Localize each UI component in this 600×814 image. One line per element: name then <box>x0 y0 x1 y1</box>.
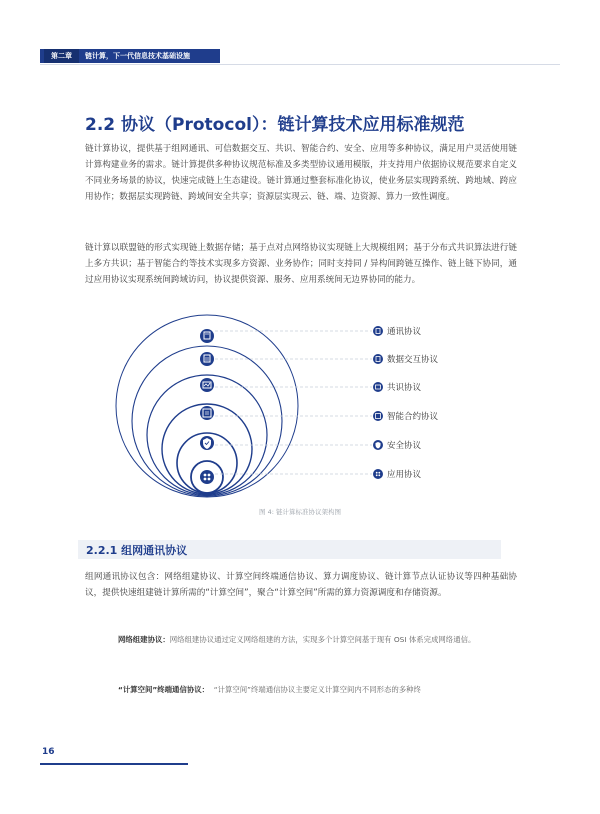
item-text: 网络组建协议通过定义网络组建的方法，实现多个计算空间基于现有 OSI 体系完成网络通信。 <box>169 635 476 644</box>
chapter-title: 链计算，下一代信息技术基础设施 <box>85 52 190 60</box>
ring-3 <box>147 375 267 495</box>
protocol-item-terminal-comm <box>118 682 488 698</box>
contract-icon <box>200 406 214 420</box>
ring-5 <box>177 433 237 493</box>
ring-4 <box>162 404 252 494</box>
item-text: “计算空间”终端通信协议主要定义计算空间内不同形态的多种终 <box>213 685 421 694</box>
item-label: 网络组建协议： <box>118 635 170 644</box>
legend-contract-icon <box>373 411 383 421</box>
legend-label-application: 应用协议 <box>387 470 422 480</box>
ring-6 <box>191 461 223 493</box>
subsection-paragraph: 组网通讯协议包含：网络组建协议、计算空间终端通信协议、算力调度协议、链计算节点认证协议等四种基础协议，提供快速组建链计算所需的“计算空间”，聚合“计算空间”所需的算力资源调度和存储资源。 <box>85 572 517 598</box>
figure-caption: 图 4: 链计算标准协议架构图 <box>259 508 341 516</box>
legend-network-icon <box>373 326 383 336</box>
subsection-title: 2.2.1 组网通讯协议 <box>86 543 188 557</box>
header-divider <box>40 64 560 65</box>
shield-icon <box>200 436 214 450</box>
legend-label-data-exchange: 数据交互协议 <box>387 355 439 365</box>
ring-2 <box>132 346 282 496</box>
subsection-heading-bar <box>78 540 501 559</box>
legend-label-network: 通讯协议 <box>387 327 422 337</box>
chapter-header-bar <box>40 49 220 63</box>
chapter-tag: 第二章 <box>44 49 79 63</box>
legend-shield-icon <box>373 440 383 450</box>
legend-data-exchange-icon <box>373 354 383 364</box>
page-number: 16 <box>42 747 55 757</box>
consensus-icon <box>200 378 214 392</box>
legend-apps-icon <box>373 469 383 479</box>
footer-rule <box>40 763 188 765</box>
legend-label-consensus: 共识协议 <box>387 383 422 393</box>
section-paragraph-2: 链计算以联盟链的形式实现链上数据存储；基于点对点网络协议实现链上大规模组网；基于分布式共识算法进行链上多方共识；基于智能合约等技术实现多方资源、业务协作；同时支持同 / 异构间跨链互操作、链上链下协同，通过应用协议实现系统间跨域访问，协议提供资源、服务、应用系统间无边界协同的能力。 <box>85 243 517 285</box>
section-paragraph-1: 链计算协议，提供基于组网通讯、可信数据交互、共识、智能合约、安全、应用等多种协议，满足用户灵活使用链计算构建业务的需求。链计算提供多种协议规范标准及多类型协议通用模版，并支持用户依据协议规范要求自定义不同业务场景的协议，快速完成链上生态建设。链计算通过整套标准化协议，使业务层实现跨系统、跨地域、跨应用协作；数据层实现跨链、跨域间安全共享；资源层实现云、链、端、边资源、算力一致性调度。 <box>85 144 517 202</box>
legend-label-contract: 智能合约协议 <box>387 412 439 422</box>
data-exchange-icon <box>200 352 214 366</box>
item-label: “计算空间”终端通信协议： <box>118 685 210 694</box>
ring-1 <box>116 315 298 497</box>
legend-label-security: 安全协议 <box>387 441 422 451</box>
legend-consensus-icon <box>373 382 383 392</box>
protocol-item-network-build <box>118 632 488 648</box>
section-title: 2.2 协议（Protocol）：链计算技术应用标准规范 <box>85 115 465 135</box>
network-icon <box>200 329 214 343</box>
apps-icon <box>200 470 214 484</box>
